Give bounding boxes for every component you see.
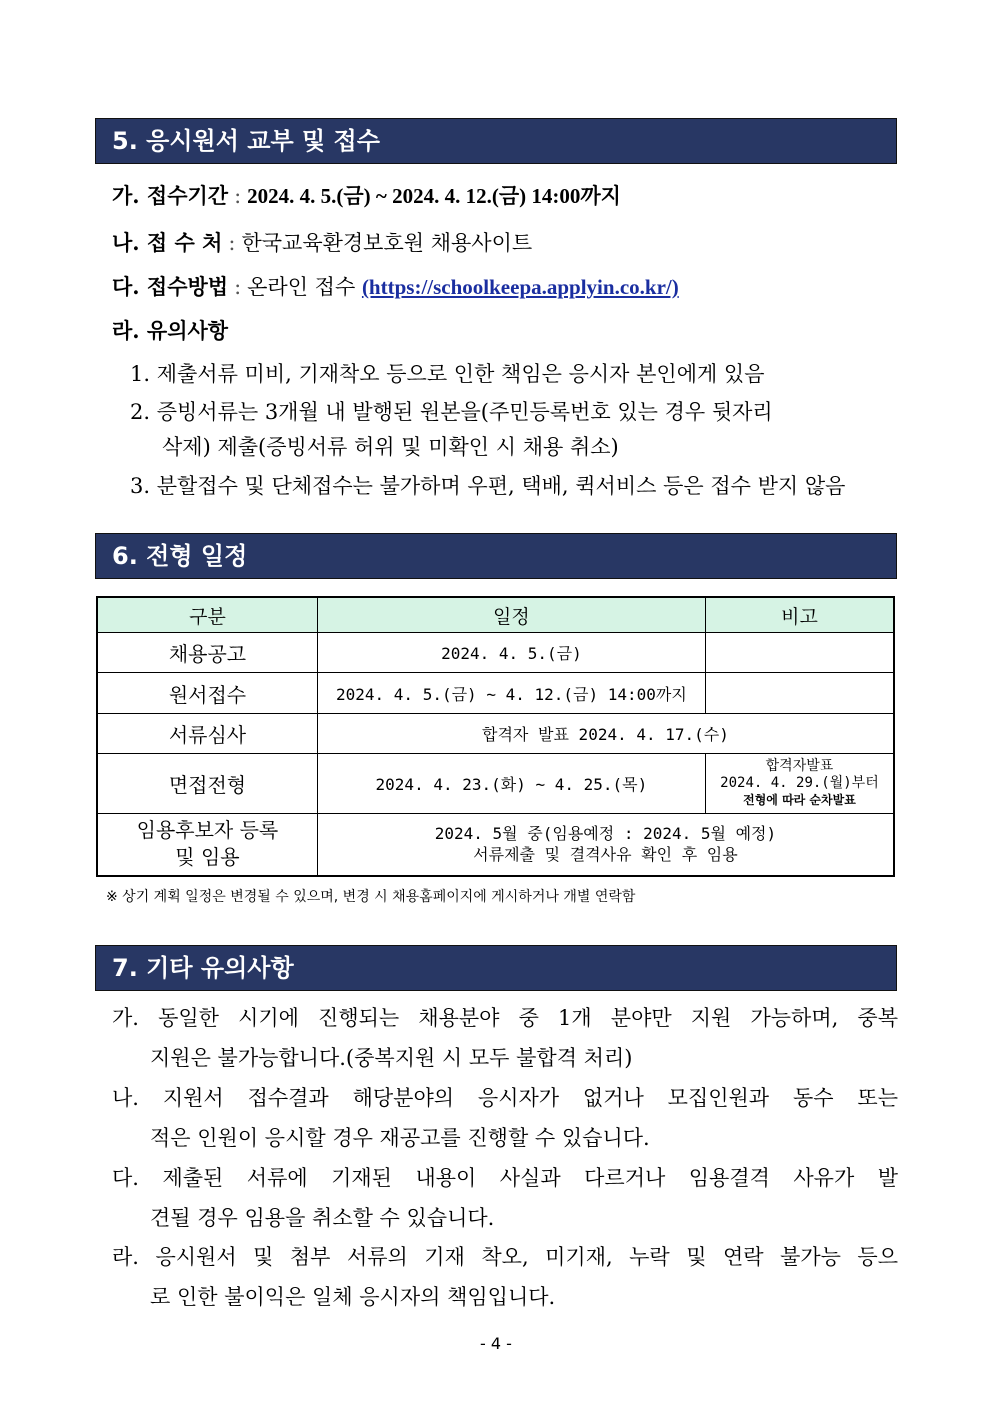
row-name: 서류심사 bbox=[97, 714, 317, 754]
misc-item-line-2: 적은 인원이 응시할 경우 재공고를 진행할 수 있습니다. bbox=[150, 1126, 650, 1150]
row-schedule: 2024. 4. 5.(금) bbox=[317, 633, 705, 673]
misc-item-line-1: 라. 응시원서 및 첨부 서류의 기재 착오, 미기재, 누락 및 연락 불가능 등으 bbox=[112, 1245, 898, 1269]
table-row bbox=[97, 714, 894, 754]
note-line-1: 합격자발표 bbox=[765, 758, 834, 774]
note-item-3: 3. 분할접수 및 단체접수는 불가하며 우편, 택배, 퀵서비스 등은 접수 받지 않음 bbox=[130, 474, 846, 498]
section-6-heading: 6. 전형 일정 bbox=[95, 533, 897, 579]
misc-item-line-2: 견될 경우 임용을 취소할 수 있습니다. bbox=[150, 1206, 495, 1230]
schedule-table bbox=[96, 596, 895, 877]
misc-item-3 bbox=[112, 1158, 898, 1238]
misc-item-line-1: 가. 동일한 시기에 진행되는 채용분야 중 1개 분야만 지원 가능하며, 중복 bbox=[112, 1006, 898, 1030]
table-row bbox=[97, 754, 894, 814]
row-note bbox=[705, 754, 894, 814]
misc-item-line-2: 로 인한 불이익은 일체 응시자의 책임입니다. bbox=[150, 1285, 556, 1309]
row-note bbox=[705, 633, 894, 673]
note-item-2: 2. 증빙서류는 3개월 내 발행된 원본을(주민등록번호 있는 경우 뒷자리 bbox=[130, 400, 773, 424]
misc-item-4 bbox=[112, 1237, 898, 1317]
method-value: 온라인 접수 bbox=[247, 275, 356, 299]
header-schedule: 일정 bbox=[317, 597, 705, 633]
application-method: 다. 접수방법 : 온라인 접수 (https://schoolkeepa.applyin.co.kr/) bbox=[112, 274, 679, 299]
row-name-line-2: 및 임용 bbox=[175, 845, 240, 870]
table-row bbox=[97, 673, 894, 714]
row-name bbox=[97, 814, 317, 876]
row-note bbox=[705, 673, 894, 714]
period-value: 2024. 4. 5.(금) ~ 2024. 4. 12.(금) 14:00까지 bbox=[247, 184, 621, 208]
note-line-2: 2024. 4. 29.(월)부터 bbox=[720, 775, 879, 791]
period-label: 가. 접수기간 bbox=[112, 183, 229, 208]
row-name-line-1: 임용후보자 등록 bbox=[136, 818, 279, 843]
note-item-1: 1. 제출서류 미비, 기재착오 등으로 인한 책임은 응시자 본인에게 있음 bbox=[130, 362, 765, 386]
place-label: 나. 접 수 처 bbox=[112, 230, 223, 255]
misc-item-1 bbox=[112, 998, 898, 1078]
misc-item-2 bbox=[112, 1078, 898, 1158]
row-schedule: 2024. 4. 23.(화) ~ 4. 25.(목) bbox=[317, 754, 705, 814]
row-schedule bbox=[317, 814, 894, 876]
application-site-link[interactable]: (https://schoolkeepa.applyin.co.kr/) bbox=[361, 275, 679, 299]
table-row bbox=[97, 633, 894, 673]
row-schedule: 2024. 4. 5.(금) ~ 4. 12.(금) 14:00까지 bbox=[317, 673, 705, 714]
method-label: 다. 접수방법 bbox=[112, 274, 229, 299]
row-name: 면접전형 bbox=[97, 754, 317, 814]
application-period: 가. 접수기간 : 2024. 4. 5.(금) ~ 2024. 4. 12.(금) 14:00까지 bbox=[112, 183, 621, 208]
misc-item-line-1: 나. 지원서 접수결과 해당분야의 응시자가 없거나 모집인원과 동수 또는 bbox=[112, 1086, 898, 1110]
row-name: 채용공고 bbox=[97, 633, 317, 673]
section-5-heading: 5. 응시원서 교부 및 접수 bbox=[95, 118, 897, 164]
schedule-footnote: ※ 상기 계획 일정은 변경될 수 있으며, 변경 시 채용홈페이지에 게시하거나 개별 연락함 bbox=[106, 889, 636, 905]
table-row bbox=[97, 814, 894, 876]
header-remarks: 비고 bbox=[705, 597, 894, 633]
section-7-heading: 7. 기타 유의사항 bbox=[95, 945, 897, 991]
header-category: 구분 bbox=[97, 597, 317, 633]
misc-item-line-2: 지원은 불가능합니다.(중복지원 시 모두 불합격 처리) bbox=[150, 1046, 633, 1070]
row-schedule-line-1: 2024. 5월 중(임용예정 : 2024. 5월 예정) bbox=[434, 824, 777, 844]
application-place: 나. 접 수 처 : 한국교육환경보호원 채용사이트 bbox=[112, 230, 533, 255]
note-item-2-cont: 삭제) 제출(증빙서류 허위 및 미확인 시 채용 취소) bbox=[162, 435, 619, 459]
row-schedule-line-2: 서류제출 및 결격사유 확인 후 임용 bbox=[473, 845, 738, 865]
note-line-3: 전형에 따라 순차발표 bbox=[743, 793, 856, 807]
place-value: 한국교육환경보호원 채용사이트 bbox=[241, 231, 533, 255]
page-number: - 4 - bbox=[480, 1334, 512, 1353]
notes-label: 라. 유의사항 bbox=[112, 318, 229, 343]
row-name: 원서접수 bbox=[97, 673, 317, 714]
row-schedule: 합격자 발표 2024. 4. 17.(수) bbox=[317, 714, 894, 754]
table-header-row bbox=[97, 597, 894, 633]
misc-item-line-1: 다. 제출된 서류에 기재된 내용이 사실과 다르거나 임용결격 사유가 발 bbox=[112, 1166, 898, 1190]
